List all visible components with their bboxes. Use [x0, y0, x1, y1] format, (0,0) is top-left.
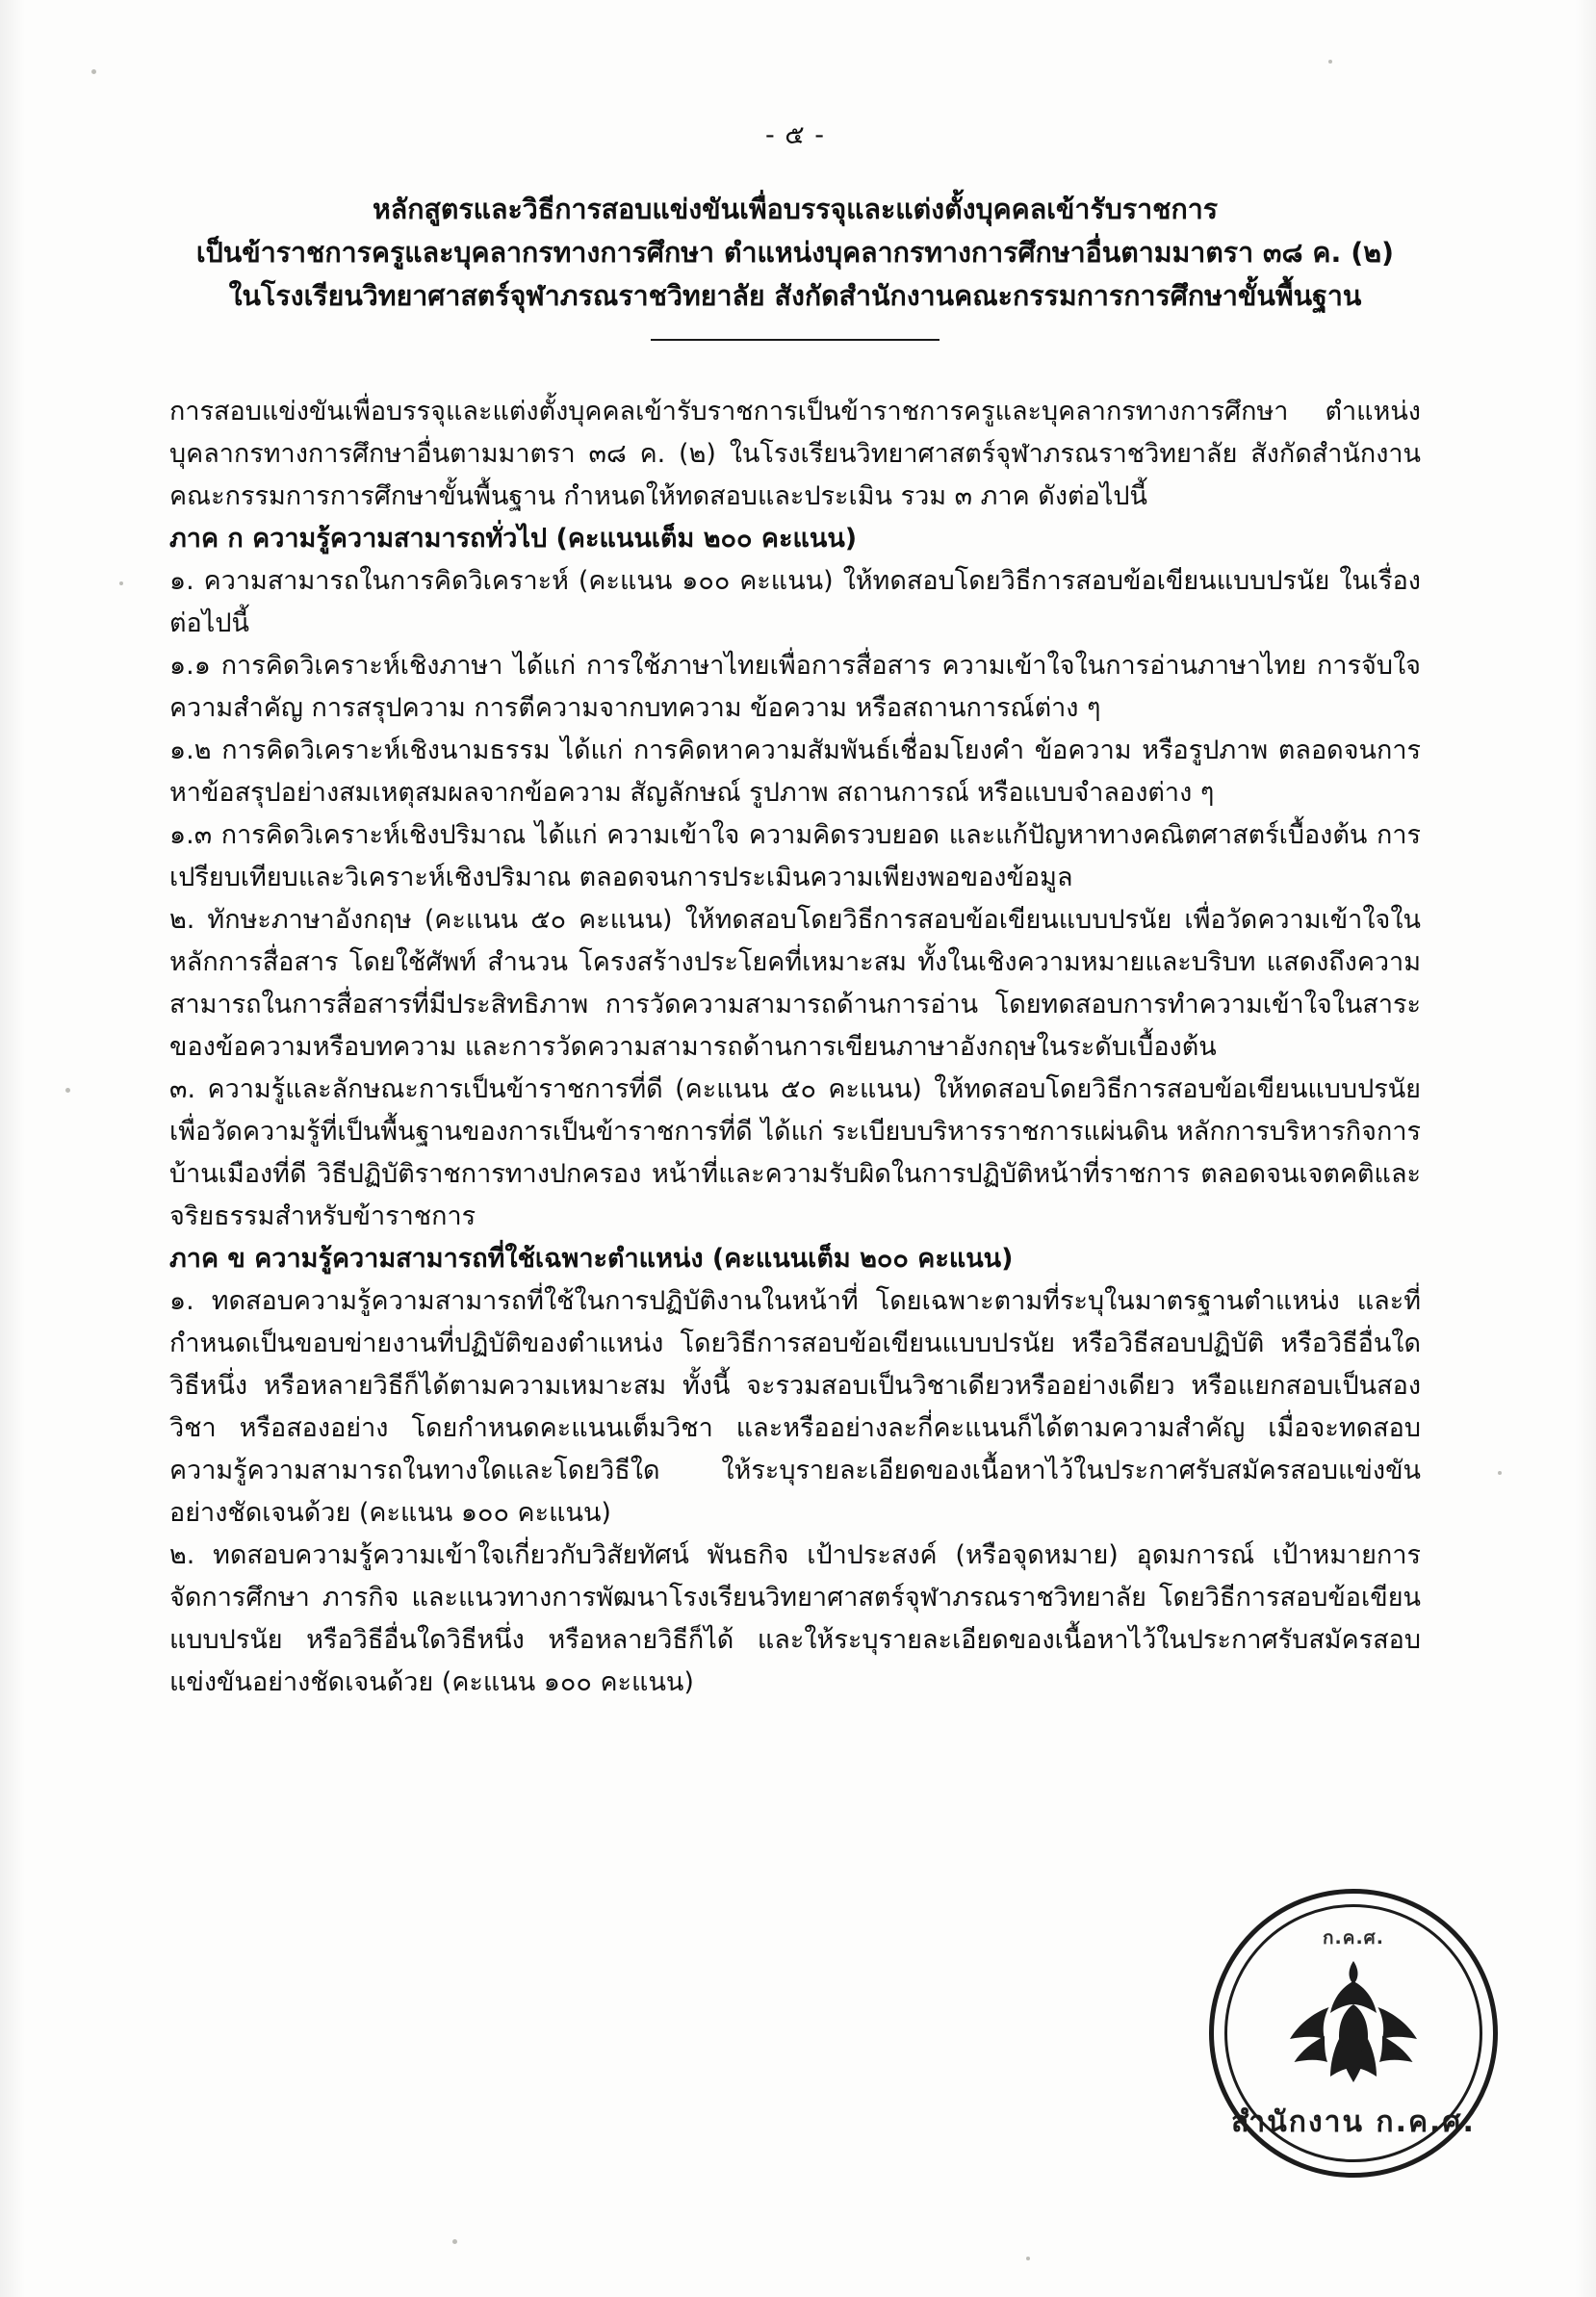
scan-edge-right [1575, 0, 1596, 2297]
scan-speck [452, 2239, 457, 2244]
page-number: - ๕ - [764, 120, 826, 150]
scan-speck [1328, 60, 1332, 64]
section-a-item-3: ๓. ความรู้และลักษณะการเป็นข้าราชการที่ดี (คะแนน ๕๐ คะแนน) ให้ทดสอบโดยวิธีการสอบข้อเขียนแบบปรนัย เพื่อวัดความรู้ที่เป็นพื้นฐานของการเป็นข้าราชการที่ดี ได้แก่ ระเบียบบริหารราชการแผ่นดิน หลักการบริหารกิจการบ้านเมืองที่ดี วิธีปฏิบัติราชการทางปกครอง หน้าที่และความรับผิดในการปฏิบัติหน้าที่ราชการ ตลอดจนเจตคติและจริยธรรมสำหรับข้าราชการ [169, 1074, 1421, 1232]
title-divider [651, 339, 940, 341]
section-b-heading: ภาค ข ความรู้ความสามารถที่ใช้เฉพาะตำแหน่ง (คะแนนเต็ม ๒๐๐ คะแนน) [169, 1244, 1014, 1275]
document-title-line-3: ในโรงเรียนวิทยาศาสตร์จุฬาภรณราชวิทยาลัย สังกัดสำนักงานคณะกรรมการการศึกษาขั้นพื้นฐาน [228, 280, 1362, 313]
official-seal [1209, 1889, 1498, 2178]
section-a-item-1-3: ๑.๓ การคิดวิเคราะห์เชิงปริมาณ ได้แก่ ความเข้าใจ ความคิดรวบยอด และแก้ปัญหาทางคณิตศาสตร์เบื้องต้น การเปรียบเทียบและวิเคราะห์เชิงปริมาณ ตลอดจนการประเมินความเพียงพอของข้อมูล [169, 820, 1421, 893]
scan-speck [1026, 2257, 1030, 2260]
scan-edge-left [0, 0, 25, 2297]
seal-outer-ring [1209, 1889, 1498, 2178]
scan-speck [65, 1088, 70, 1093]
document-title [169, 188, 1421, 318]
document-title-line-2: เป็นข้าราชการครูและบุคลากรทางการศึกษา ตำแหน่งบุคลากรทางการศึกษาอื่นตามมาตรา ๓๘ ค. (๒) [195, 237, 1395, 270]
document-content [169, 114, 1421, 1704]
section-a-item-2: ๒. ทักษะภาษาอังกฤษ (คะแนน ๕๐ คะแนน) ให้ทดสอบโดยวิธีการสอบข้อเขียนแบบปรนัย เพื่อวัดความเข้าใจในหลักการสื่อสาร โดยใช้ศัพท์ สำนวน โครงสร้างประโยคที่เหมาะสม ทั้งในเชิงความหมายและบริบท แสดงถึงความสามารถในการสื่อสารที่มีประสิทธิภาพ การวัดความสามารถด้านการอ่าน โดยทดสอบการทำความเข้าใจในสาระของข้อความหรือบทความ และการวัดความสามารถด้านการเขียนภาษาอังกฤษในระดับเบื้องต้น [169, 905, 1421, 1063]
scan-speck [91, 69, 96, 74]
seal-text-bottom: สำนักงาน ก.ค.ศ. [1231, 2105, 1476, 2139]
document-body [169, 391, 1421, 1704]
intro-paragraph: การสอบแข่งขันเพื่อบรรจุและแต่งตั้งบุคคลเข้ารับราชการเป็นข้าราชการครูและบุคลากรทางการศึกษา ตำแหน่งบุคลากรทางการศึกษาอื่นตามมาตรา ๓๘ ค. (๒) ในโรงเรียนวิทยาศาสตร์จุฬาภรณราชวิทยาลัย สังกัดสำนักงานคณะกรรมการการศึกษาขั้นพื้นฐาน กำหนดให้ทดสอบและประเมิน รวม ๓ ภาค ดังต่อไปนี้ [169, 397, 1421, 512]
section-b-item-2: ๒. ทดสอบความรู้ความเข้าใจเกี่ยวกับวิสัยทัศน์ พันธกิจ เป้าประสงค์ (หรือจุดหมาย) อุดมการณ์ เป้าหมายการจัดการศึกษา ภารกิจ และแนวทางการพัฒนาโรงเรียนวิทยาศาสตร์จุฬาภรณราชวิทยาลัย โดยวิธีการสอบข้อเขียนแบบปรนัย หรือวิธีอื่นใดวิธีหนึ่ง หรือหลายวิธีก็ได้ และให้ระบุรายละเอียดของเนื้อหาไว้ในประกาศรับสมัครสอบแข่งขันอย่างชัดเจนด้วย (คะแนน ๑๐๐ คะแนน) [169, 1540, 1421, 1698]
section-b-item-1: ๑. ทดสอบความรู้ความสามารถที่ใช้ในการปฏิบัติงานในหน้าที่ โดยเฉพาะตามที่ระบุในมาตรฐานตำแหน่ง และที่กำหนดเป็นขอบข่ายงานที่ปฏิบัติของตำแหน่ง โดยวิธีการสอบข้อเขียนแบบปรนัย หรือวิธีสอบปฏิบัติ หรือวิธีอื่นใดวิธีหนึ่ง หรือหลายวิธีก็ได้ตามความเหมาะสม ทั้งนี้ จะรวมสอบเป็นวิชาเดียวหรืออย่างเดียว หรือแยกสอบเป็นสองวิชา หรือสองอย่าง โดยกำหนดคะแนนเต็มวิชา และหรืออย่างละกี่คะแนนก็ได้ตามความสำคัญ เมื่อจะทดสอบความรู้ความสามารถในทางใดและโดยวิธีใด ให้ระบุรายละเอียดของเนื้อหาไว้ในประกาศรับสมัครสอบแข่งขันอย่างชัดเจนด้วย (คะแนน ๑๐๐ คะแนน) [169, 1286, 1421, 1529]
section-a-item-1: ๑. ความสามารถในการคิดวิเคราะห์ (คะแนน ๑๐๐ คะแนน) ให้ทดสอบโดยวิธีการสอบข้อเขียนแบบปรนัย ในเรื่องต่อไปนี้ [169, 566, 1421, 639]
section-a-item-1-1: ๑.๑ การคิดวิเคราะห์เชิงภาษา ได้แก่ การใช้ภาษาไทยเพื่อการสื่อสาร ความเข้าใจในการอ่านภาษาไทย การจับใจความสำคัญ การสรุปความ การตีความจากบทความ ข้อความ หรือสถานการณ์ต่าง ๆ [169, 651, 1421, 724]
scan-speck [119, 581, 123, 585]
section-a-heading: ภาค ก ความรู้ความสามารถทั่วไป (คะแนนเต็ม ๒๐๐ คะแนน) [169, 524, 858, 555]
seal-text-top: ก.ค.ศ. [1323, 1927, 1384, 1949]
garuda-icon [1281, 1949, 1426, 2094]
section-a-item-1-2: ๑.๒ การคิดวิเคราะห์เชิงนามธรรม ได้แก่ การคิดหาความสัมพันธ์เชื่อมโยงคำ ข้อความ หรือรูปภาพ ตลอดจนการหาข้อสรุปอย่างสมเหตุสมผลจากข้อความ สัญลักษณ์ รูปภาพ สถานการณ์ หรือแบบจำลองต่าง ๆ [169, 736, 1421, 809]
document-title-line-1: หลักสูตรและวิธีการสอบแข่งขันเพื่อบรรจุและแต่งตั้งบุคคลเข้ารับราชการ [372, 194, 1219, 225]
seal-inner-ring [1224, 1904, 1482, 2162]
scan-speck [1498, 1471, 1502, 1475]
